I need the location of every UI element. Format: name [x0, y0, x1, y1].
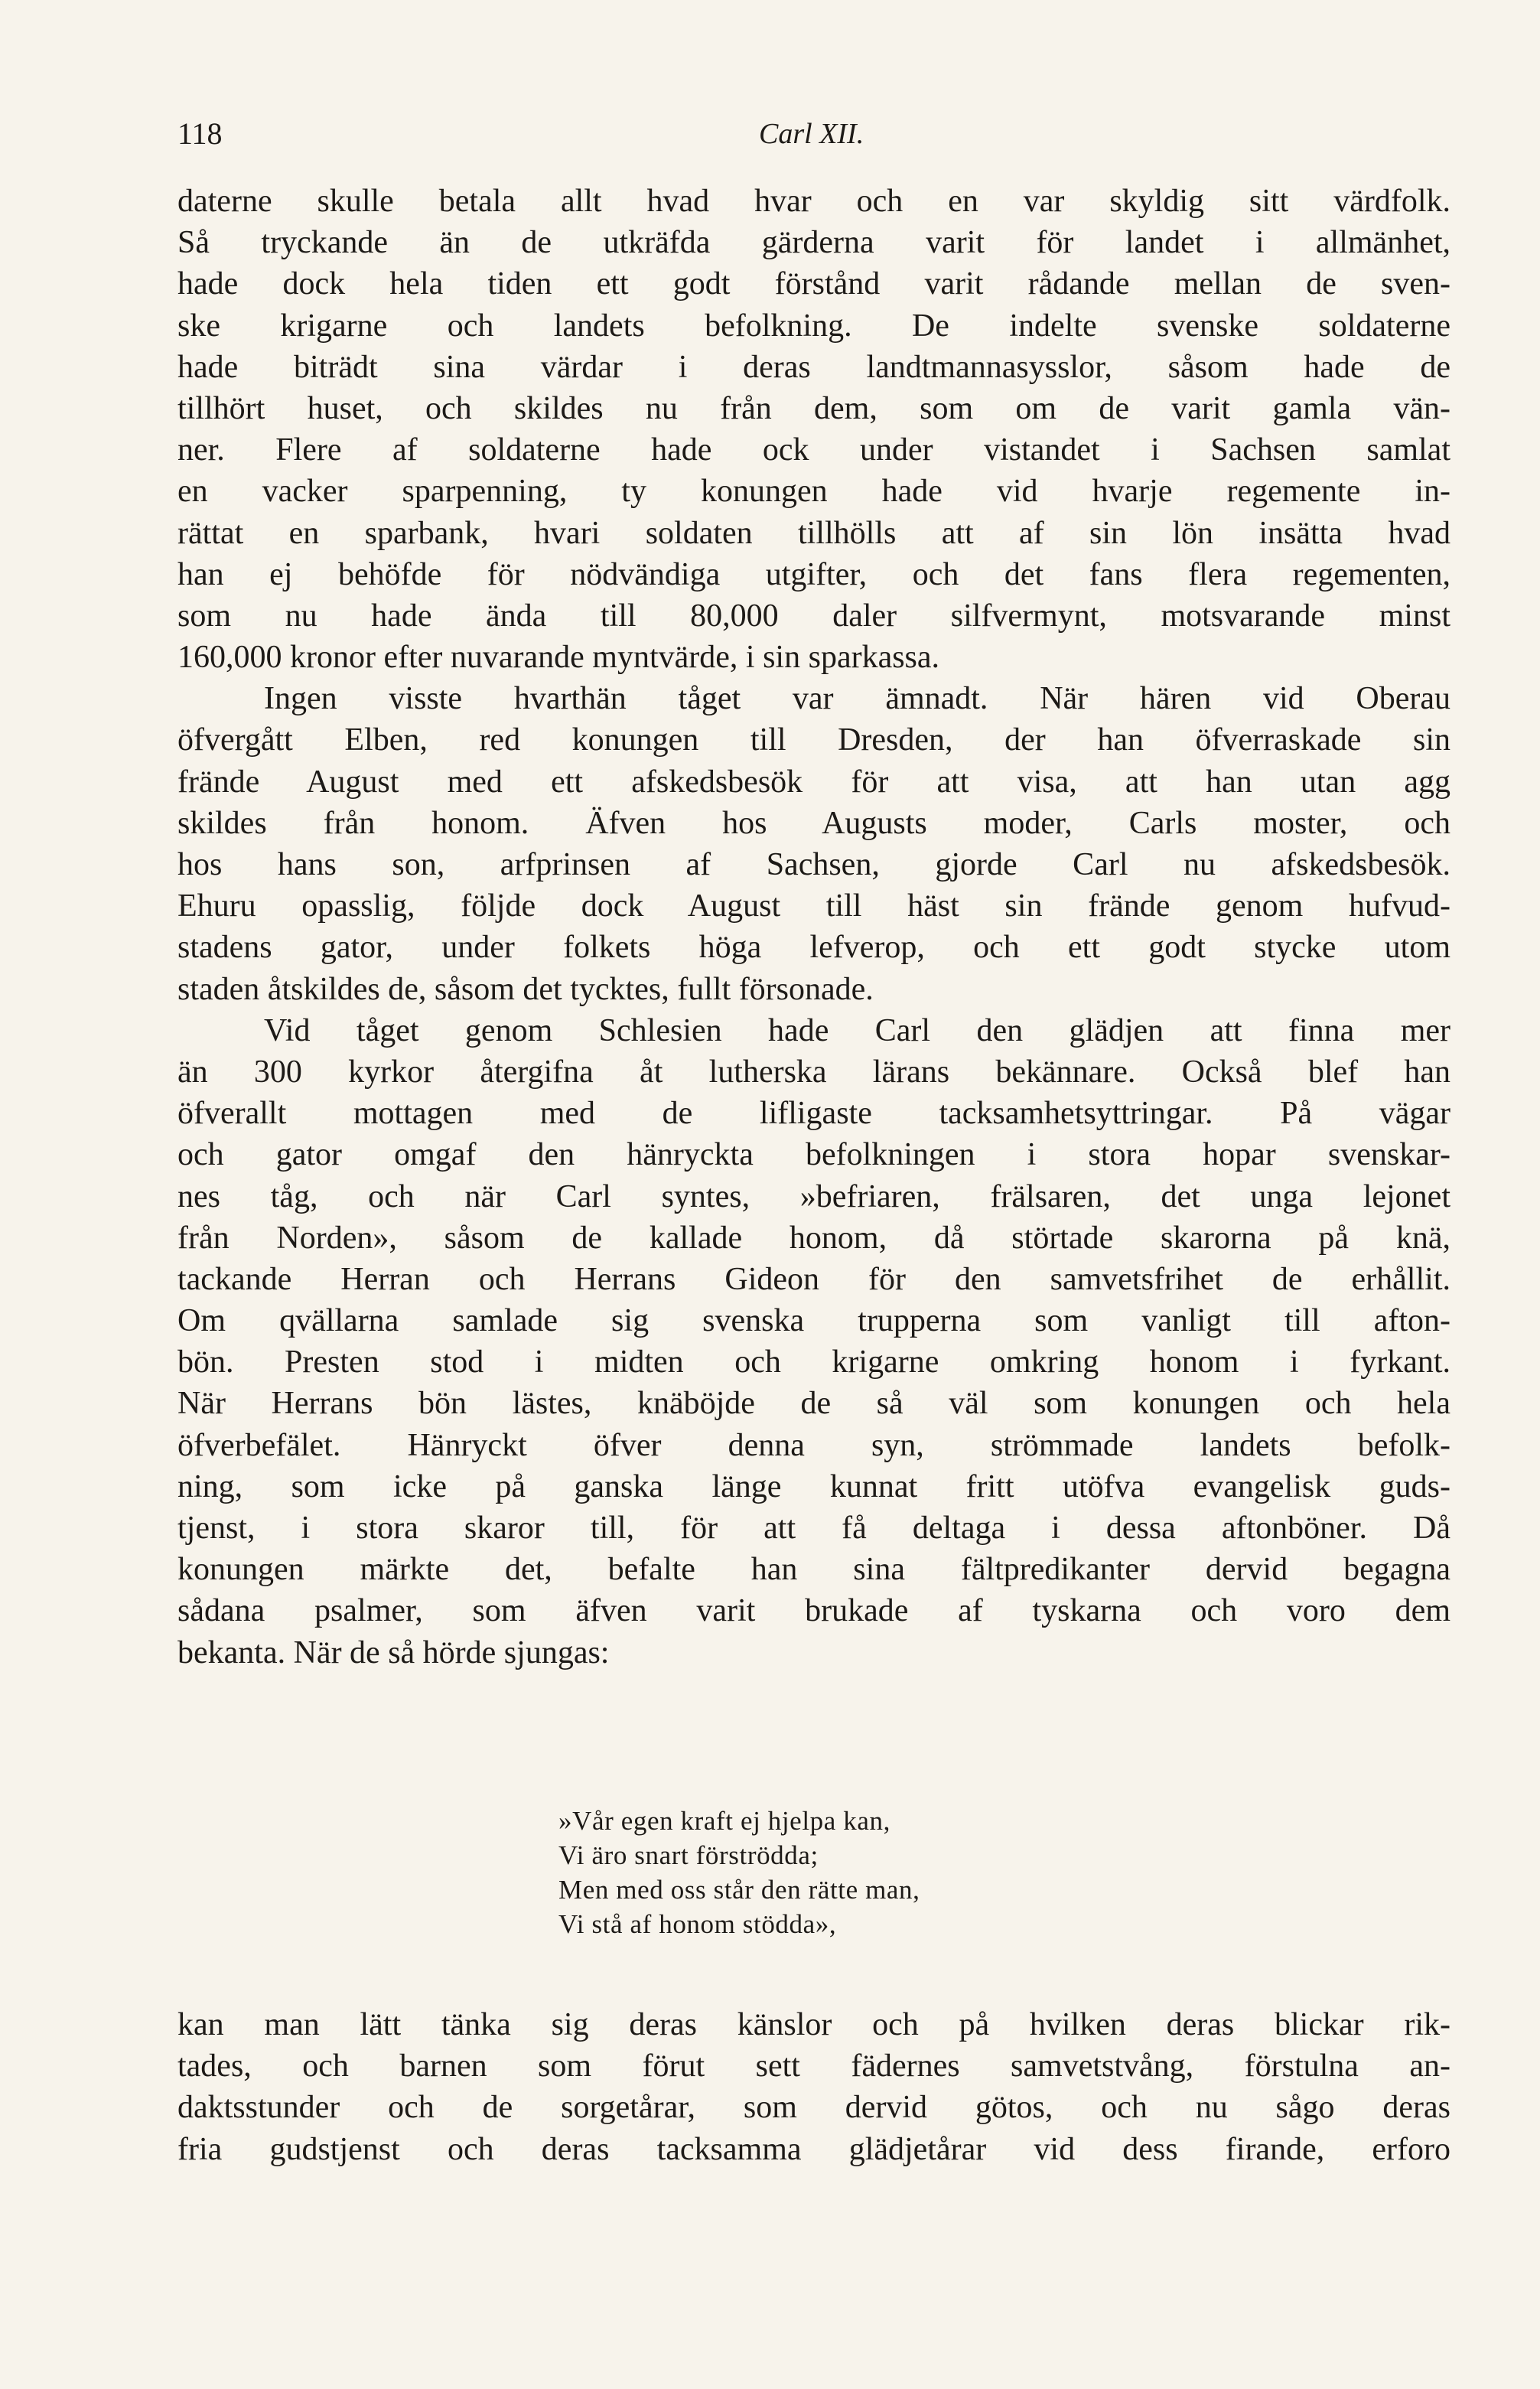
text-line: från Norden», såsom de kallade honom, då störtade skarorna på knä,	[177, 1220, 1450, 1256]
text-line: kan man lätt tänka sig deras känslor och på hvilken deras blickar rik-	[177, 2007, 1450, 2042]
text-line: hade biträdt sina värdar i deras landtmannasysslor, såsom hade de	[177, 349, 1450, 385]
running-title: Carl XII.	[759, 118, 864, 150]
text-line: tjenst, i stora skaror till, för att få deltaga i dessa aftonböner. Då	[177, 1511, 1450, 1546]
text-line: 160,000 kronor efter nuvarande myntvärde, i sin sparkassa.	[177, 640, 940, 676]
verse-line: »Vår egen kraft ej hjelpa kan,	[558, 1806, 890, 1836]
verse-line: Vi äro snart förströdda;	[558, 1840, 819, 1870]
text-line: Så tryckande än de utkräfda gärderna varit för landet i allmänhet,	[177, 225, 1450, 261]
text-line: Om qvällarna samlade sig svenska trupperna som vanligt till afton-	[177, 1303, 1450, 1339]
verse-line: Vi stå af honom stödda»,	[558, 1909, 837, 1939]
text-line: öfverallt mottagen med de lifligaste tacksamhetsyttringar. På vägar	[177, 1096, 1450, 1132]
paragraph-start-line: Vid tåget genom Schlesien hade Carl den glädjen att finna mer	[264, 1012, 1450, 1048]
text-line: sådana psalmer, som äfven varit brukade af tyskarna och voro dem	[177, 1593, 1450, 1629]
verse-line: Men med oss står den rätte man,	[558, 1875, 920, 1905]
text-line: ning, som icke på ganska länge kunnat fritt utöfva evangelisk guds-	[177, 1468, 1450, 1504]
text-line: tades, och barnen som förut sett fädernes samvetstvång, förstulna an-	[177, 2048, 1450, 2084]
text-line: bekanta. När de så hörde sjungas:	[177, 1634, 610, 1670]
text-line: Ehuru opasslig, följde dock August till häst sin frände genom hufvud-	[177, 888, 1450, 924]
text-line: staden åtskildes de, såsom det tycktes, fullt försonade.	[177, 971, 874, 1007]
text-line: hos hans son, arfprinsen af Sachsen, gjorde Carl nu afskedsbesök.	[177, 847, 1450, 882]
text-line: ske krigarne och landets befolkning. De indelte svenske soldaterne	[177, 308, 1450, 344]
continuation-text-block	[177, 2004, 1450, 2170]
text-line: bön. Presten stod i midten och krigarne omkring honom i fyrkant.	[177, 1344, 1450, 1380]
text-line: rättat en sparbank, hvari soldaten tillhölls att af sin lön insätta hvad	[177, 515, 1450, 551]
text-line: tillhört huset, och skildes nu från dem, som om de varit gamla vän-	[177, 390, 1450, 426]
main-text-block	[177, 181, 1450, 1674]
text-line: daktsstunder och de sorgetårar, som dervid götos, och nu sågo deras	[177, 2090, 1450, 2126]
text-line: konungen märkte det, befalte han sina fältpredikanter dervid begagna	[177, 1552, 1450, 1588]
text-line: en vacker sparpenning, ty konungen hade vid hvarje regemente in-	[177, 474, 1450, 510]
quoted-hymn-verse	[558, 1804, 1109, 1941]
text-line: tackande Herran och Herrans Gideon för den samvetsfrihet de erhållit.	[177, 1261, 1450, 1297]
paragraph-start-line: Ingen visste hvarthän tåget var ämnadt. När hären vid Oberau	[264, 681, 1450, 717]
text-line: fria gudstjenst och deras tacksamma glädjetårar vid dess firande, erforo	[177, 2131, 1450, 2167]
text-line: ner. Flere af soldaterne hade ock under vistandet i Sachsen samlat	[177, 432, 1450, 468]
text-line: stadens gator, under folkets höga lefverop, och ett godt stycke utom	[177, 930, 1450, 966]
text-line: än 300 kyrkor återgifna åt lutherska lärans bekännare. Också blef han	[177, 1054, 1450, 1090]
page-number: 118	[177, 116, 223, 151]
text-line: öfvergått Elben, red konungen till Dresden, der han öfverraskade sin	[177, 722, 1450, 758]
text-line: daterne skulle betala allt hvad hvar och en var skyldig sitt värdfolk.	[177, 184, 1450, 219]
text-line: öfverbefälet. Hänryckt öfver denna syn, strömmade landets befolk-	[177, 1427, 1450, 1463]
text-line: nes tåg, och när Carl syntes, »befriaren, frälsaren, det unga lejonet	[177, 1178, 1450, 1214]
text-line: som nu hade ända till 80,000 daler silfvermynt, motsvarande minst	[177, 598, 1450, 634]
page-header	[177, 115, 1447, 153]
text-line: och gator omgaf den hänryckta befolkningen i stora hopar svenskar-	[177, 1137, 1450, 1173]
text-line: skildes från honom. Äfven hos Augusts moder, Carls moster, och	[177, 805, 1450, 841]
text-line: När Herrans bön lästes, knäböjde de så väl som konungen och hela	[177, 1386, 1450, 1422]
text-line: hade dock hela tiden ett godt förstånd varit rådande mellan de sven-	[177, 266, 1450, 302]
text-line: frände August med ett afskedsbesök för att visa, att han utan agg	[177, 764, 1450, 800]
text-line: han ej behöfde för nödvändiga utgifter, och det fans flera regementen,	[177, 556, 1450, 592]
